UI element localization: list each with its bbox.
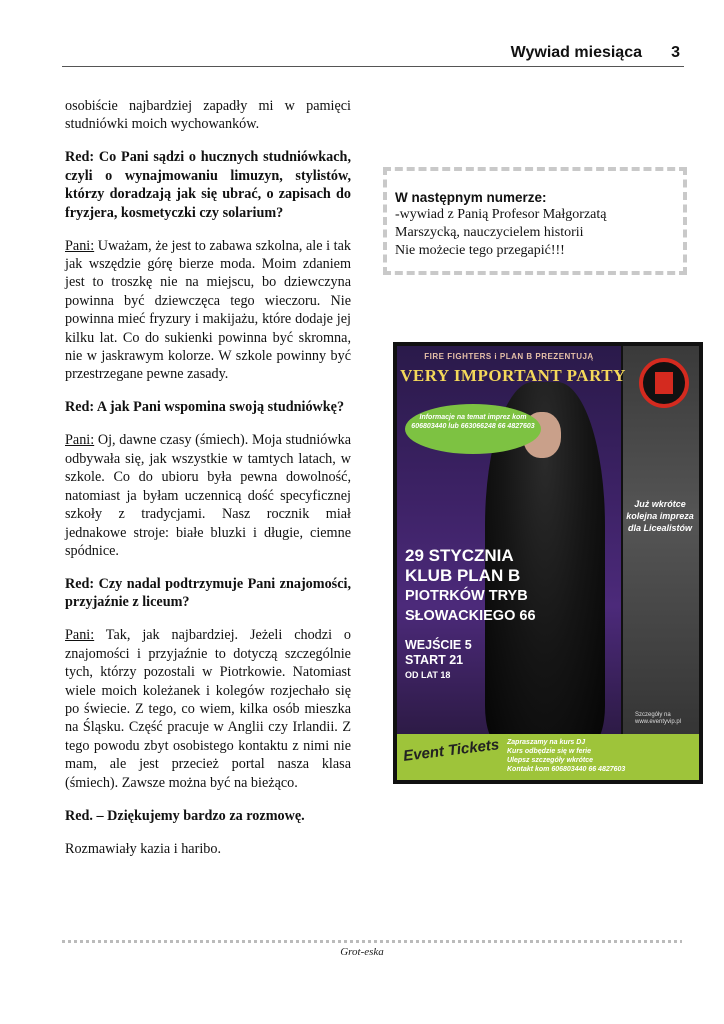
next-issue-heading: W następnym numerze: [395, 190, 547, 205]
authors-line: Rozmawiały kazia i haribo. [65, 840, 222, 857]
speaker-label: Pani: [65, 627, 95, 644]
next-issue-line: Nie możecie tego przegapić!!! [395, 243, 565, 258]
event-date: 29 STYCZNIA [405, 546, 514, 565]
event-club: KLUB PLAN B [405, 566, 521, 585]
answer-text: Uważam, że jest to zabawa szkolna, ale i tak jak wszędzie górę bierze moda. Moim zdaniem jest to troszkę nie na miejscu, bo dziewczyna powinna być dziewczęca tego wieczoru. Nie powinna mieć fryzury i makijażu, które dodaje jej kilku lat. Co do sukienki powinna być skromna, nie w jaskrawym kolorze. W szkole powinny być przestrzegane pewne zasady. [65, 237, 351, 383]
tickets-line: Kurs odbędzie się w ferie [507, 748, 592, 755]
section-title: Wywiad miesiąca [510, 44, 642, 61]
answer-text: Oj, dawne czasy (śmiech). Moja studniówka odbywała się, jak wszystkie w tamtych latach, w szkole. Co do ubioru była pewna dowolność, natomiast ja byłam uczennicą dość specyficznej szkoły z tradycjami. Nasz rocznik miał jednakowe stroje: białe bluzki i długie, ciemne spódnice. [65, 432, 351, 559]
tickets-line: Kontakt kom 606803440 66 4827603 [507, 766, 626, 773]
article-column [65, 97, 351, 873]
tickets-band [397, 734, 699, 780]
tickets-line: Ulepsz szczegóły wkrótce [507, 757, 593, 764]
speaker-label: Pani: [65, 237, 95, 254]
answer [65, 626, 351, 792]
start-time: START 21 [405, 653, 464, 667]
poster-side-text: Już wkrótce kolejna impreza dla Licealistów [626, 499, 694, 533]
poster-title: VERY IMPORTANT PARTY [400, 366, 626, 385]
answer [65, 237, 351, 384]
page-header [62, 44, 684, 67]
party-poster [393, 342, 703, 784]
next-issue-line: -wywiad z Panią Profesor Małgorzatą [395, 207, 607, 222]
tickets-label: Event Tickets [402, 736, 501, 765]
poster-presents: FIRE FIGHTERS i PLAN B PREZENTUJĄ [424, 352, 594, 361]
speaker-label: Pani: [65, 432, 95, 449]
event-info [405, 546, 536, 626]
tickets-info [507, 738, 625, 774]
question: Red: A jak Pani wspomina swoją studniówkę? [65, 399, 345, 416]
question: Red: Co Pani sądzi o hucznych studniówkach, czyli o wynajmowaniu limuzyn, stylistów, którzy doradzają jak się ubrać, o zapisach do fryzjera, kosmetyczki czy solarium? [65, 149, 351, 221]
event-street: SŁOWACKIEGO 66 [405, 608, 536, 624]
footer-divider [62, 940, 682, 943]
event-city: PIOTRKÓW TRYB [405, 588, 528, 604]
footer-text: Grot-eska [340, 946, 384, 958]
next-issue-box [383, 167, 687, 275]
answer [65, 431, 351, 560]
tickets-line: Zapraszamy na kurs DJ [507, 739, 586, 746]
question: Red: Czy nadal podtrzymuje Pani znajomości, przyjaźnie z liceum? [65, 575, 351, 611]
event-entry [405, 638, 472, 683]
age-limit: OD LAT 18 [405, 670, 451, 680]
closing-line: Red. – Dziękujemy bardzo za rozmowę. [65, 807, 305, 824]
page-number: 3 [671, 44, 680, 61]
answer-text: Tak, jak najbardziej. Jeżeli chodzi o znajomości i przyjaźnie to dotyczą szczególnie tych, którzy pozostali w Piotrkowie. Natomiast wiele moich koleżanek i kolegów rozjechało się po świecie. Z tego, co wiem, kilka osób mieszka na Śląsku. Część pracuje w Anglii czy Irlandii. Z tego powodu zbyt osobistego kontaktu z nimi nie mam, ale jest przecież portal nasza klasa (śmiech). Zawsze można być na bieżąco. [65, 627, 351, 791]
next-issue-line: Marszycką, nauczycielem historii [395, 225, 584, 240]
poster-site: Szczegóły na www.eventyvip.pl [635, 712, 682, 725]
entry-price: WEJŚCIE 5 [405, 638, 472, 652]
paragraph: osobiście najbardziej zapadły mi w pamięci studniówki moich wychowanków. [65, 98, 351, 133]
club-logo-icon [639, 358, 689, 408]
info-bubble: Informacje na temat imprez kom 606803440 lub 663066248 66 4827603 [405, 404, 541, 454]
